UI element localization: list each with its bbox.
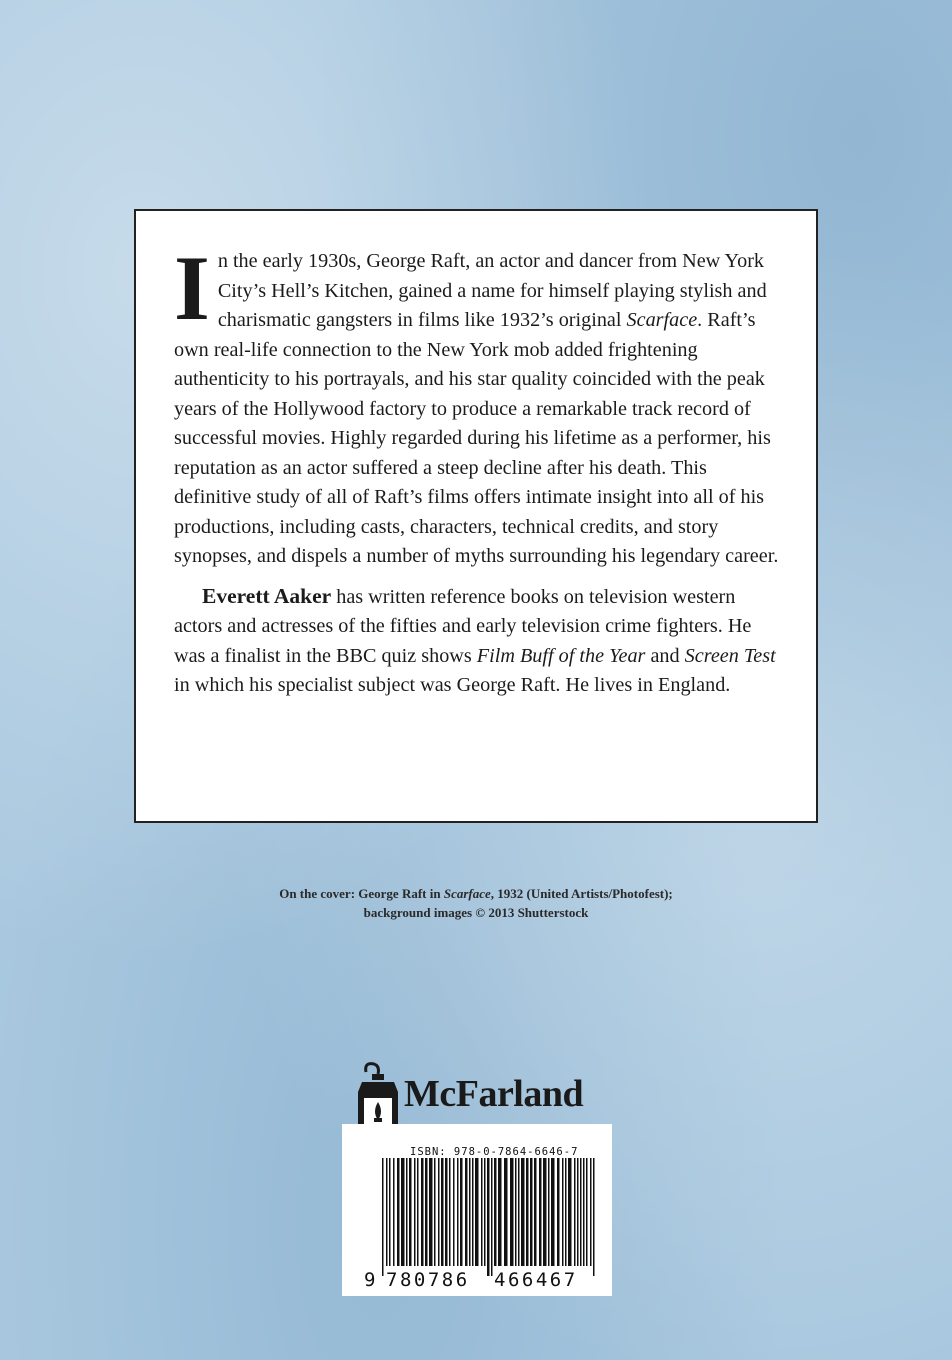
barcode-bar: [382, 1158, 384, 1276]
barcode-bar: [498, 1158, 502, 1266]
film-title-scarface: Scarface: [626, 309, 698, 331]
barcode-bar: [586, 1158, 588, 1266]
barcode-bar: [521, 1158, 525, 1266]
barcode-first-digit: 9: [364, 1269, 376, 1291]
show-title-screen-test: Screen Test: [684, 644, 776, 667]
barcode-bar: [397, 1158, 400, 1266]
author-bio-paragraph: [174, 582, 786, 701]
panel-body: [174, 237, 786, 701]
barcode-bar: [510, 1158, 514, 1266]
barcode-bar: [557, 1158, 560, 1266]
cover-credit: [0, 884, 952, 922]
drop-cap: I: [174, 237, 210, 339]
barcode-bar: [409, 1158, 412, 1266]
barcode-bar: [539, 1158, 542, 1266]
barcode-bar: [386, 1158, 388, 1266]
barcode-bar: [534, 1158, 537, 1266]
barcode-bar: [574, 1158, 576, 1266]
barcode-bar: [457, 1158, 459, 1266]
description-paragraph: [174, 237, 786, 572]
barcode-bar: [475, 1158, 479, 1266]
barcode-bar: [593, 1158, 595, 1276]
barcode-bar: [565, 1158, 567, 1266]
barcode-bar: [389, 1158, 391, 1266]
barcode-bar: [543, 1158, 547, 1266]
barcode-bar: [494, 1158, 497, 1266]
barcode-bar: [441, 1158, 444, 1266]
publisher-name: McFarland: [404, 1073, 584, 1115]
barcode-bar: [425, 1158, 428, 1266]
barcode-bar: [551, 1158, 555, 1266]
barcode-bar: [583, 1158, 585, 1266]
barcode-bar: [460, 1158, 463, 1266]
author-bio-text-3: in which his specialist subject was George Raft. He lives in England.: [174, 674, 731, 696]
cover-credit-film: Scarface: [443, 886, 491, 901]
barcode-bar: [449, 1158, 451, 1266]
barcode-digits-group-2: 466467: [494, 1269, 578, 1291]
cover-credit-line-1: [0, 884, 952, 903]
barcode-bar: [487, 1158, 490, 1276]
barcode-bar: [484, 1158, 486, 1266]
description-text-2: . Raft’s own real-life connection to the New York mob added frightening authenticity to his portrayals, and his star quality coincided with the peak years of the Hollywood factory to produce a remarkable track record of successful movies. Highly regarded during his lifetime as a performer, his reputation as an actor suffered a steep decline after his death. This definitive study of all of Raft’s films offers intimate insight into all of his productions, including casts, characters, technical credits, and story synopses, and dispels a number of myths surrounding his legendary career.: [174, 309, 779, 567]
barcode-bar: [469, 1158, 471, 1266]
barcode-bar: [515, 1158, 517, 1266]
author-bio-text-2: and: [645, 644, 685, 667]
barcode-bar: [530, 1158, 533, 1266]
barcode-bar: [491, 1158, 493, 1276]
barcode-bar: [421, 1158, 424, 1266]
barcode-bar: [481, 1158, 483, 1266]
barcode-digits-group-1: 780786: [386, 1269, 470, 1291]
barcode-bar: [568, 1158, 572, 1266]
author-bio-text-1: has written reference books on television western actors and actresses of the fifties and early television crime fighters. He was a finalist in the BBC quiz shows: [174, 585, 752, 667]
description-panel: [134, 209, 818, 823]
barcode-bar: [526, 1158, 529, 1266]
barcode-bar: [453, 1158, 455, 1266]
barcode-bar: [429, 1158, 433, 1266]
isbn-label: ISBN: 978-0-7864-6646-7: [410, 1146, 579, 1158]
barcode-bar: [577, 1158, 579, 1266]
description-text-1: n the early 1930s, George Raft, an actor and dancer from New York City’s Hell’s Kitchen, gained a name for himself playing stylish and charismatic gangsters in films like 1932’s original: [217, 250, 767, 331]
show-title-film-buff: Film Buff of the Year: [476, 644, 646, 667]
barcode-bars: [342, 1124, 612, 1296]
barcode-bar: [434, 1158, 436, 1266]
cover-credit-text-1: On the cover: George Raft in: [279, 886, 444, 901]
barcode-bar: [518, 1158, 520, 1266]
barcode-bar: [401, 1158, 405, 1266]
cover-credit-text-2: , 1932 (United Artists/Photofest);: [490, 886, 673, 901]
barcode-bar: [472, 1158, 474, 1266]
barcode-bar: [393, 1158, 395, 1266]
barcode-bar: [562, 1158, 564, 1266]
barcode-bar: [406, 1158, 408, 1266]
barcode-bar: [414, 1158, 416, 1266]
barcode-bar: [465, 1158, 468, 1266]
barcode-bar: [504, 1158, 508, 1266]
author-name: Everett Aaker: [202, 583, 332, 608]
barcode: [342, 1124, 612, 1296]
barcode-bar: [417, 1158, 419, 1266]
cover-credit-line-2: background images © 2013 Shutterstock: [363, 905, 589, 920]
barcode-bar: [438, 1158, 440, 1266]
barcode-bar: [548, 1158, 550, 1266]
barcode-bar: [580, 1158, 582, 1266]
barcode-bar: [590, 1158, 592, 1266]
barcode-bar: [445, 1158, 448, 1266]
